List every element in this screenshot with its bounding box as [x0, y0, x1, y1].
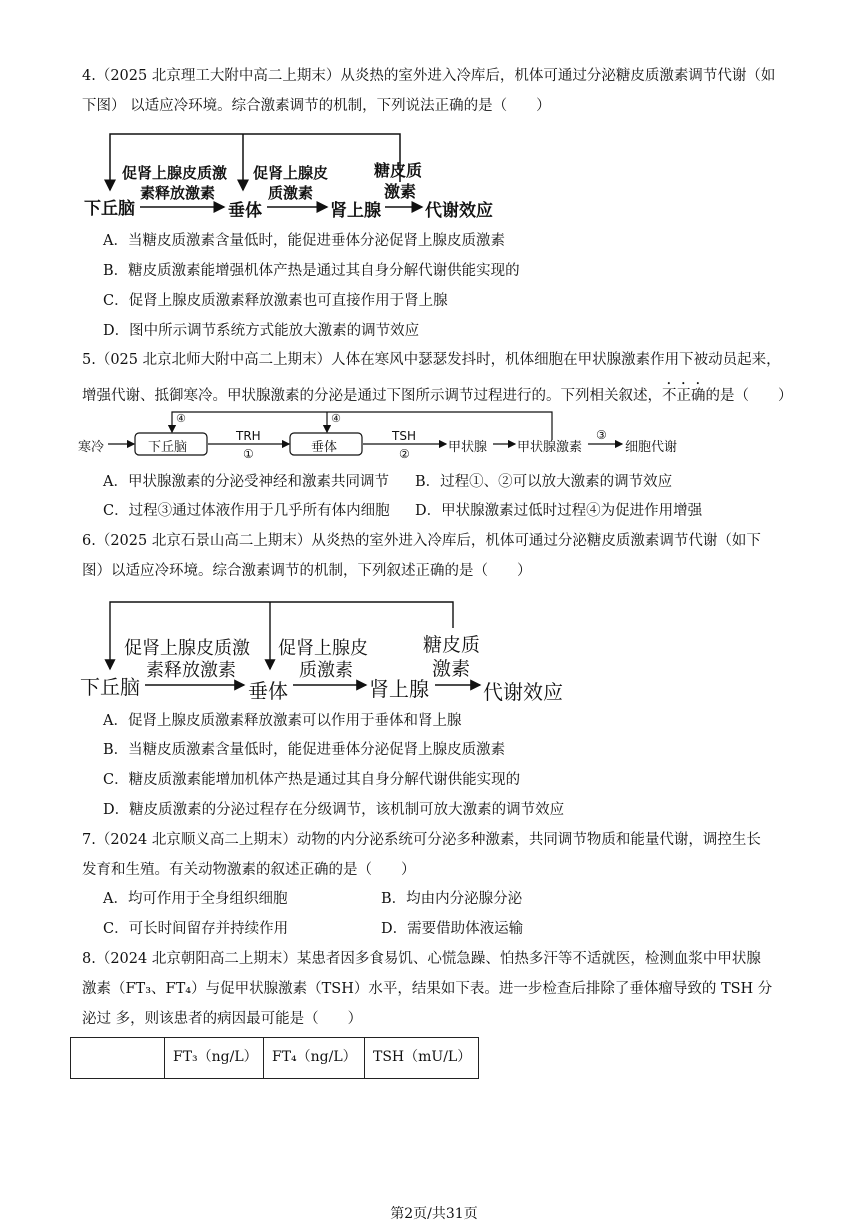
q6-option-d[interactable]: D．糖皮质激素的分泌过程存在分级调节，该机制可放大激素的调节效应	[103, 802, 565, 818]
q6-option-a[interactable]: A．促肾上腺皮质激素释放激素可以作用于垂体和肾上腺	[103, 713, 462, 729]
q6-node-hypothalamus: 下丘脑	[80, 675, 140, 699]
q4-node-pituitary: 垂体	[228, 201, 262, 221]
q5-label-2: ②	[399, 447, 410, 461]
q5-option-d[interactable]: D．甲状腺激素过低时过程④为促进作用增强	[415, 503, 703, 519]
q6-gc-label-line1: 糖皮质	[423, 634, 481, 656]
q6-stem-line2: 图）以适应冷环境。综合激素调节的机制，下列叙述正确的是（ ）	[82, 563, 532, 579]
q5-option-c[interactable]: C．过程③通过体液作用于几乎所有体内细胞	[103, 503, 390, 519]
q5-node-thyroid-hormone: 甲状腺激素	[517, 440, 583, 455]
q6-acth-label-line1: 促肾上腺皮	[278, 638, 368, 659]
q4-crh-label-line2: 素释放激素	[140, 184, 216, 202]
q8-stem-line1: 8.（2024 北京朝阳高二上期末）某患者因多食易饥、心慌急躁、怕热多汗等不适就医，检测血浆中甲状腺	[82, 951, 761, 967]
page-footer: 第2页/共31页	[390, 1206, 478, 1222]
q5-stem-emphasis: 不正确	[662, 388, 706, 404]
q6-node-effect: 代谢效应	[483, 680, 563, 704]
q6-crh-label-line1: 促肾上腺皮质激	[124, 638, 250, 659]
q5-node-cold: 寒冷	[78, 440, 105, 455]
q7-option-c[interactable]: C．可长时间留存并持续作用	[103, 921, 289, 937]
q4-gc-label-line2: 激素	[384, 182, 417, 201]
q5-tsh-label: TSH	[392, 429, 416, 443]
q4-node-effect: 代谢效应	[425, 201, 493, 221]
q6-node-adrenal: 肾上腺	[369, 677, 429, 701]
table-header-row	[71, 1038, 479, 1079]
q5-node-hypothalamus: 下丘脑	[148, 440, 188, 455]
q6-gc-label-line2: 激素	[432, 658, 471, 680]
q6-option-b[interactable]: B．当糖皮质激素含量低时，能促进垂体分泌促肾上腺皮质激素	[103, 742, 506, 758]
table-header-cell: FT₄（ng/L）	[264, 1038, 365, 1079]
q5-node-cell-metabolism: 细胞代谢	[625, 440, 678, 455]
q5-label-1: ①	[243, 447, 254, 461]
q6-option-c[interactable]: C．糖皮质激素能增加机体产热是通过其自身分解代谢供能实现的	[103, 772, 521, 788]
q4-stem-line1: 4.（2025 北京理工大附中高二上期末）从炎热的室外进入冷库后，机体可通过分泌糖皮质激素调节代谢（如	[82, 68, 776, 84]
q5-label-4b: ④	[331, 412, 341, 425]
q7-option-b[interactable]: B．均由内分泌腺分泌	[381, 891, 523, 907]
q4-stem-line2: 下图） 以适应冷环境。综合激素调节的机制，下列说法正确的是（ ）	[82, 98, 551, 114]
q4-node-adrenal: 肾上腺	[330, 201, 381, 221]
q4-acth-label-line2: 质激素	[268, 184, 314, 202]
table-header-cell	[71, 1038, 165, 1079]
q4-option-a[interactable]: A．当糖皮质激素含量低时，能促进垂体分泌促肾上腺皮质激素	[103, 233, 505, 249]
q6-acth-label-line2: 质激素	[299, 660, 353, 681]
q8-stem-line3: 泌过 多，则该患者的病因最可能是（ ）	[82, 1011, 363, 1027]
q8-stem-line2: 激素（FT₃、FT₄）与促甲状腺激素（TSH）水平，结果如下表。进一步检查后排除了垂体瘤导致的 TSH 分	[82, 981, 773, 997]
q4-gc-label-line1: 糖皮质	[374, 161, 423, 180]
q5-trh-label: TRH	[236, 429, 261, 443]
q4-option-b[interactable]: B．糖皮质激素能增强机体产热是通过其自身分解代谢供能实现的	[103, 263, 520, 279]
q4-option-d[interactable]: D．图中所示调节系统方式能放大激素的调节效应	[103, 323, 420, 339]
q5-stem-line2-text: 增强代谢、抵御寒冷。甲状腺激素的分泌是通过下图所示调节过程进行的。下列相关叙述，	[82, 388, 662, 404]
q7-option-d[interactable]: D．需要借助体液运输	[381, 921, 524, 937]
q5-stem-line1: 5.（025 北京北师大附中高二上期末）人体在寒风中瑟瑟发抖时，机体细胞在甲状腺激素作用下被动员起来，	[82, 352, 781, 368]
q5-node-thyroid: 甲状腺	[448, 440, 488, 455]
q4-option-c[interactable]: C．促肾上腺皮质激素释放激素也可直接作用于肾上腺	[103, 293, 448, 309]
q5-label-4a: ④	[176, 412, 186, 425]
table-header-cell: FT₃（ng/L）	[165, 1038, 264, 1079]
q4-crh-label-line1: 促肾上腺皮质激	[122, 164, 228, 182]
table-header-cell: TSH（mU/L）	[365, 1038, 479, 1079]
q5-stem-line2-end: 的是（ ）	[705, 388, 793, 404]
q7-stem-line2: 发育和生殖。有关动物激素的叙述正确的是（ ）	[82, 862, 416, 878]
q5-node-pituitary: 垂体	[311, 440, 338, 455]
q5-option-b[interactable]: B．过程①、②可以放大激素的调节效应	[415, 474, 673, 490]
q7-stem-line1: 7.（2024 北京顺义高二上期末）动物的内分泌系统可分泌多种激素，共同调节物质和能量代谢，调控生长	[82, 832, 761, 848]
q6-crh-label-line2: 素释放激素	[146, 660, 236, 681]
q7-option-a[interactable]: A．均可作用于全身组织细胞	[103, 891, 288, 907]
q8-results-table	[70, 1037, 479, 1079]
q6-stem-line1: 6.（2025 北京石景山高二上期末）从炎热的室外进入冷库后，机体可通过分泌糖皮质激素调节代谢（如下	[82, 533, 761, 549]
q4-node-hypothalamus: 下丘脑	[84, 199, 135, 219]
q5-option-a[interactable]: A．甲状腺激素的分泌受神经和激素共同调节	[103, 474, 389, 490]
q5-label-3: ③	[596, 428, 607, 442]
q4-acth-label-line1: 促肾上腺皮	[253, 164, 329, 182]
q6-node-pituitary: 垂体	[248, 679, 288, 703]
